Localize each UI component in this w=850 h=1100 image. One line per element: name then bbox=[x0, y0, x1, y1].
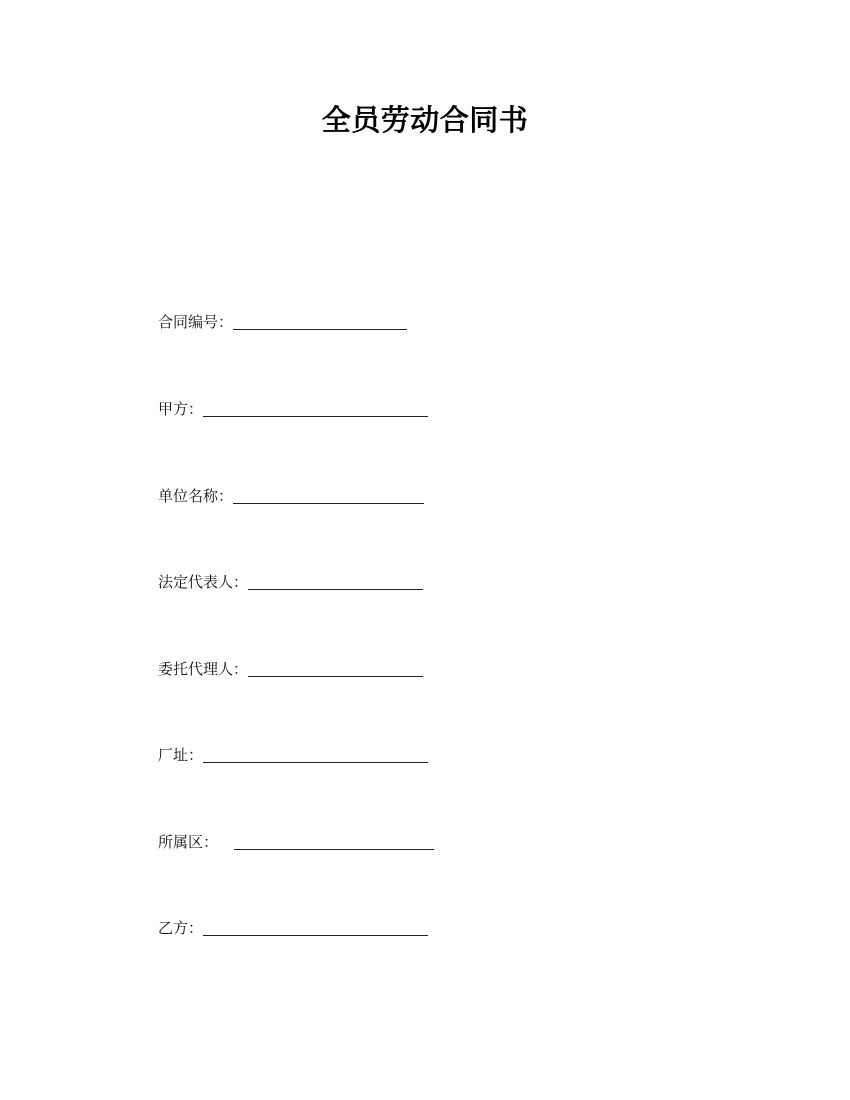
fill-in-line[interactable] bbox=[248, 658, 423, 677]
field-district bbox=[158, 828, 434, 852]
field-factory-address bbox=[158, 741, 428, 765]
field-label: 所属区： bbox=[158, 833, 219, 851]
field-authorized-agent bbox=[158, 655, 423, 679]
field-party-b bbox=[158, 914, 428, 938]
field-label: 乙方： bbox=[158, 919, 204, 937]
fill-in-line[interactable] bbox=[203, 744, 428, 763]
fill-in-line[interactable] bbox=[248, 571, 423, 590]
fill-in-line[interactable] bbox=[233, 311, 407, 330]
field-label: 委托代理人： bbox=[158, 660, 249, 678]
field-label: 厂址： bbox=[158, 746, 204, 764]
field-label: 法定代表人： bbox=[158, 573, 249, 591]
field-legal-representative bbox=[158, 568, 423, 592]
document-title: 全员劳动合同书 bbox=[321, 103, 529, 137]
fill-in-line[interactable] bbox=[203, 917, 428, 936]
fill-in-line[interactable] bbox=[233, 485, 424, 504]
field-label: 甲方： bbox=[158, 400, 204, 418]
field-contract-number bbox=[158, 308, 407, 332]
field-party-a bbox=[158, 395, 428, 419]
fill-in-line[interactable] bbox=[234, 831, 434, 850]
field-label: 单位名称： bbox=[158, 487, 234, 505]
fill-in-line[interactable] bbox=[203, 398, 428, 417]
field-company-name bbox=[158, 482, 424, 506]
field-label: 合同编号： bbox=[158, 313, 234, 331]
